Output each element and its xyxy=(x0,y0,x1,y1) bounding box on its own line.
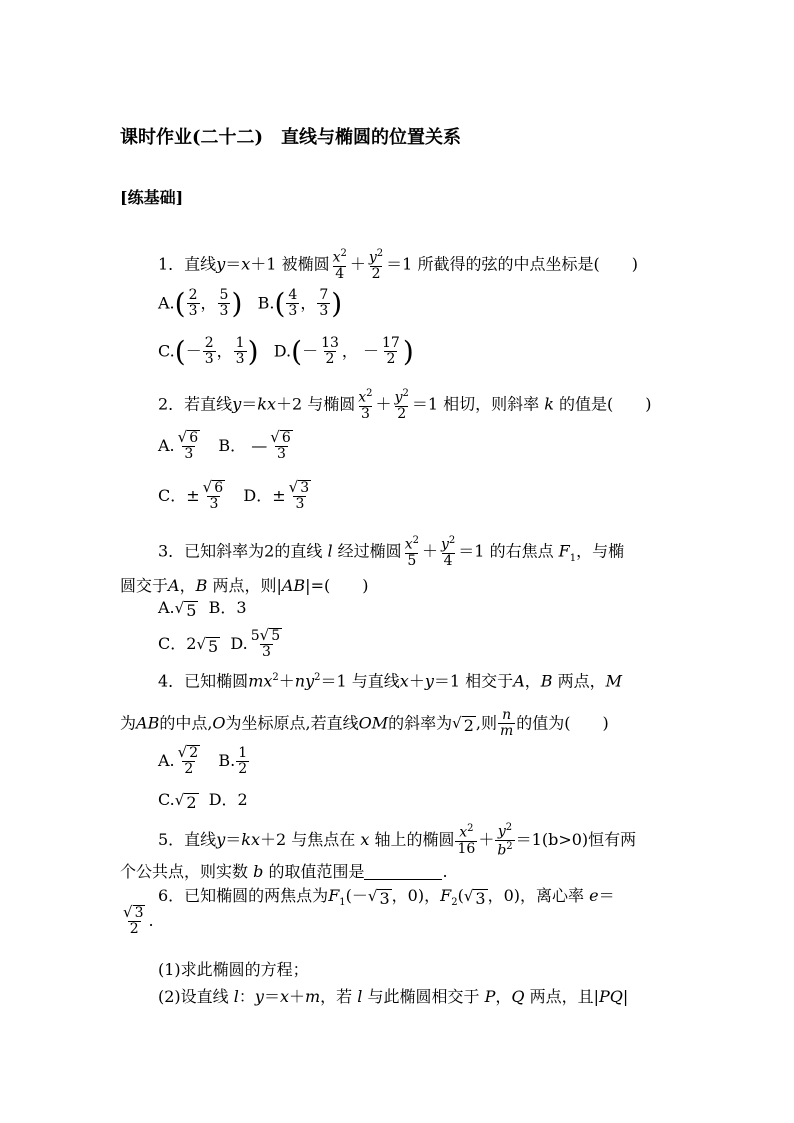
question-1-options-ab: A.( $\frac{2}{3}$ ， $\frac{5}{3}$ ) B.( $\frac{4}{3}$ ， $\frac{7}{3}$ ) xyxy=(158,286,343,320)
question-3-stem-line2: 圆交于A，B 两点，则|AB|=( ) xyxy=(120,576,369,595)
section-heading: [练基础] xyxy=(120,188,184,207)
question-3-options-ab: A. √ 5 B．3 xyxy=(158,598,247,620)
question-4-options-cd: C. √ 2 D．2 xyxy=(158,790,248,812)
question-2-options-cd: C．± √ 6 3 D．± √ 3 3 xyxy=(158,478,310,513)
question-2-stem: 2．若直线y＝kx＋2 与椭圆 $\frac{x^2}{3}$ ＋ $\frac{y^2}{2}$ ＝1 相切，则斜率 k 的值是( ) xyxy=(158,388,652,423)
answer-blank[interactable] xyxy=(364,865,442,880)
question-6-part-2: (2)设直线 l：y＝x＋m，若 l 与此椭圆相交于 P，Q 两点，且|PQ| xyxy=(158,987,629,1006)
question-4-stem-line2: 为AB的中点,O为坐标原点,若直线OM的斜率为 √ 2 ,则 $\frac{n}{m}$ 的值为( ) xyxy=(120,707,609,740)
question-6-eccentricity: √ 3 2 . xyxy=(123,903,154,938)
question-6-stem-line1: 6．已知椭圆的两焦点为$F_1(-$ √ 3 ，0)，$F_2$( √ 3 ，0)，离心率 e＝ xyxy=(158,886,615,909)
page-title: 课时作业(二十二) 直线与椭圆的位置关系 xyxy=(120,127,462,148)
question-3-options-cd: C．2 √ 5 D. 5 √ 5 3 xyxy=(158,626,281,661)
question-1-stem: 1．直线y＝x＋1 被椭圆 $\frac{x^2}{4}$ ＋ $\frac{y^2}{2}$ ＝1 所截得的弦的中点坐标是( ) xyxy=(158,248,638,283)
question-3-stem-line1: 3．已知斜率为2的直线 l 经过椭圆 $\frac{x^2}{5}$ ＋ $\frac{y^2}{4}$ ＝1 的右焦点 $F_1$，与椭 xyxy=(158,535,625,570)
question-4-options-ab: A. √ 2 2 B. $\frac{1}{2}$ xyxy=(158,743,248,778)
question-4-stem-line1: 4．已知椭圆$mx^2+ny^2=1$ 与直线x＋y＝1 相交于A，B 两点，M xyxy=(158,671,623,691)
question-6-part-1: (1)求此椭圆的方程； xyxy=(158,960,309,979)
question-1-options-cd: C.(－ $\frac{2}{3}$ ， $\frac{1}{3}$ ) D.(－ $\frac{13}{2}$ ， － $\frac{17}{2}$ ) xyxy=(158,334,414,368)
question-2-options-ab: A. √ 6 3 B． — √ 6 3 xyxy=(158,428,291,463)
question-5-stem-line1: 5．直线y＝kx＋2 与焦点在 x 轴上的椭圆 $\frac{x^2}{16}$ ＋ $\frac{y^2}{b^2}$ ＝1(b>0)恒有两 xyxy=(158,822,637,859)
question-5-stem-line2: 个公共点，则实数 b 的取值范围是 . xyxy=(120,862,448,881)
